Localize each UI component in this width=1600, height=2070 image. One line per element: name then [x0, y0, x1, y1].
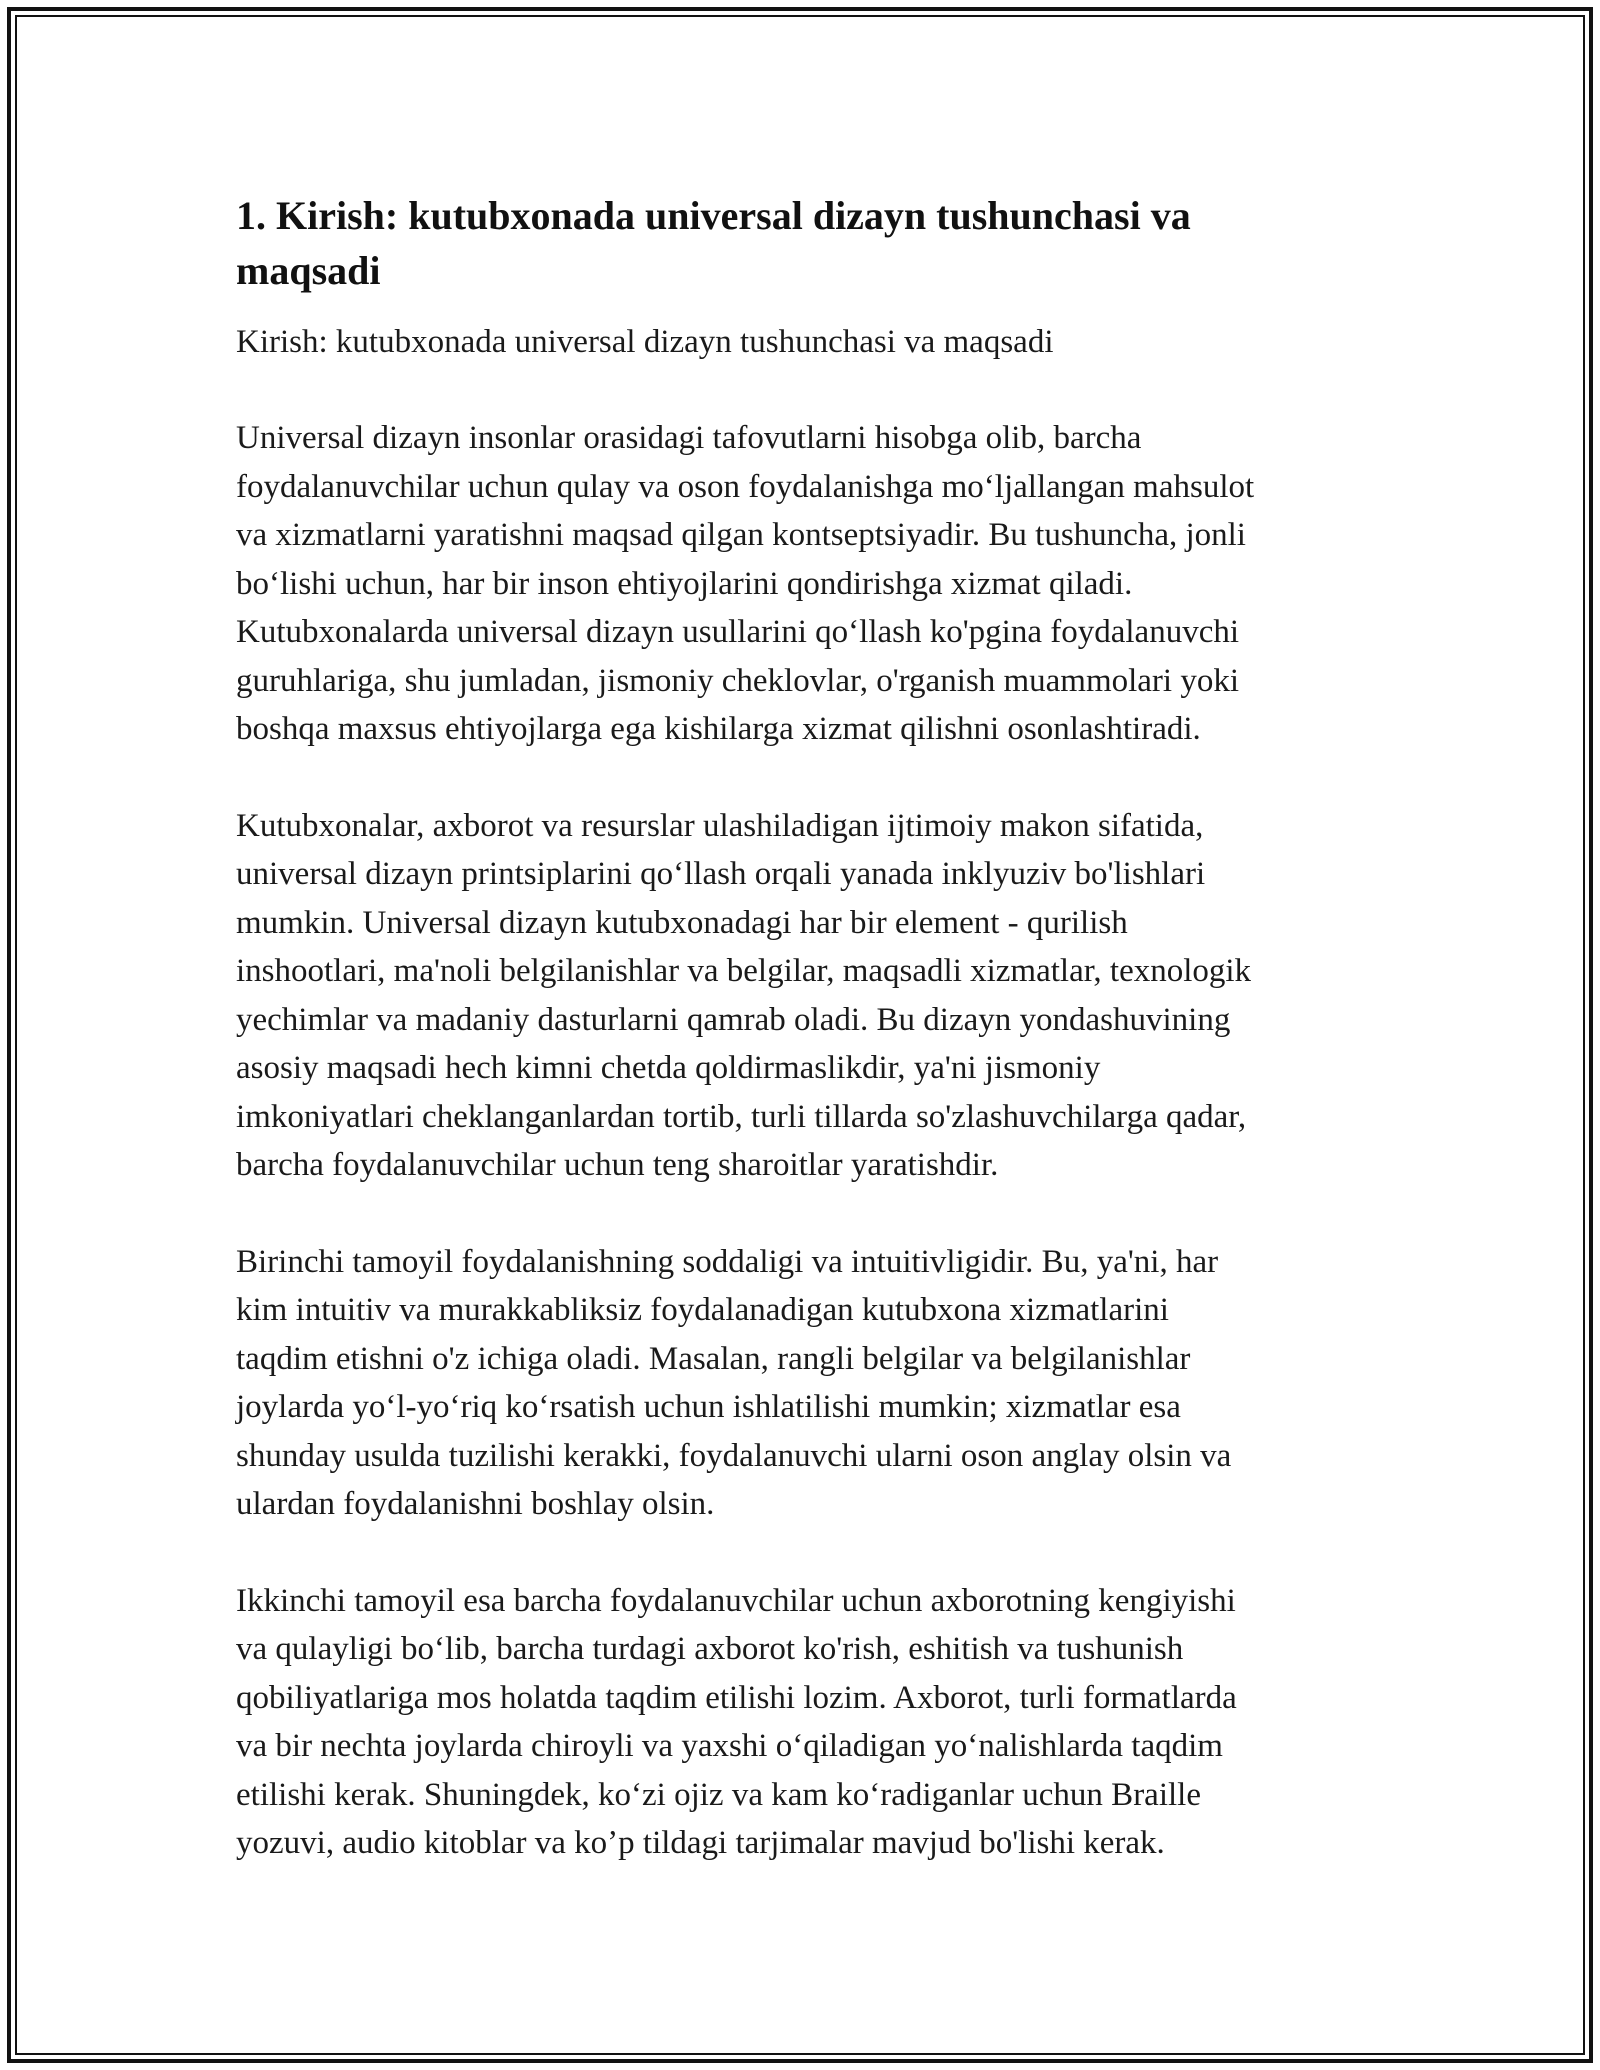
paragraph-line: imkoniyatlari cheklanganlardan tortib, turli tillarda so'zlashuvchilarga qadar, [236, 1098, 1247, 1135]
paragraph-line: taqdim etishni o'z ichiga oladi. Masalan, rangli belgilar va belgilanishlar [236, 1340, 1191, 1377]
section-subheading: Kirish: kutubxonada universal dizayn tushunchasi va maqsadi [236, 324, 1054, 360]
paragraph-line: joylarda yoʻl-yoʻriq koʻrsatish uchun ishlatilishi mumkin; xizmatlar esa [236, 1389, 1181, 1425]
paragraph-line: Ikkinchi tamoyil esa barcha foydalanuvchilar uchun axborotning kengiyishi [236, 1582, 1236, 1619]
paragraph-line: Kutubxonalarda universal dizayn usullarini qoʻllash ko'pgina foydalanuvchi [236, 614, 1240, 650]
paragraph-line: qobiliyatlariga mos holatda taqdim etilishi lozim. Axborot, turli formatlarda [236, 1679, 1237, 1716]
paragraph-line: ulardan foydalanishni boshlay olsin. [236, 1486, 715, 1522]
paragraph-line: asosiy maqsadi hech kimni chetda qoldirmaslikdir, ya'ni jismoniy [236, 1050, 1101, 1086]
section-heading-line-2: maqsadi [236, 248, 381, 293]
paragraph-line: va xizmatlarni yaratishni maqsad qilgan kontseptsiyadir. Bu tushuncha, jonli [236, 517, 1246, 553]
paragraph-line: Birinchi tamoyil foydalanishning soddaligi va intuitivligidir. Bu, ya'ni, har [236, 1243, 1219, 1280]
paragraph-line: boʻlishi uchun, har bir inson ehtiyojlarini qondirishga xizmat qiladi. [236, 565, 1133, 602]
paragraph-line: universal dizayn printsiplarini qoʻllash orqali yanada inklyuziv bo'lishlari [236, 856, 1206, 892]
section-heading [236, 188, 1396, 298]
paragraph-line: barcha foydalanuvchilar uchun teng sharoitlar yaratishdir. [236, 1147, 999, 1183]
paragraph-line: inshootlari, ma'noli belgilanishlar va belgilar, maqsadli xizmatlar, texnologik [236, 953, 1252, 989]
paragraph-line: yechimlar va madaniy dasturlarni qamrab oladi. Bu dizayn yondashuvining [236, 1001, 1231, 1038]
paragraph-3 [236, 1238, 1396, 1529]
paragraph-line: Kutubxonalar, axborot va resurslar ulashiladigan ijtimoiy makon sifatida, [236, 807, 1204, 844]
paragraph-line: foydalanuvchilar uchun qulay va oson foydalanishga moʻljallangan mahsulot [236, 468, 1255, 505]
paragraph-line: mumkin. Universal dizayn kutubxonadagi har bir element - qurilish [236, 904, 1128, 941]
paragraph-line: va bir nechta joylarda chiroyli va yaxshi oʻqiladigan yoʻnalishlarda taqdim [236, 1728, 1223, 1764]
paragraph-line: Universal dizayn insonlar orasidagi tafovutlarni hisobga olib, barcha [236, 420, 1142, 456]
paragraph-line: va qulayligi boʻlib, barcha turdagi axborot ko'rish, eshitish va tushunish [236, 1631, 1184, 1667]
paragraph-line: shunday usulda tuzilishi kerakki, foydalanuvchi ularni oson anglay olsin va [236, 1437, 1232, 1474]
paragraph-line: guruhlariga, shu jumladan, jismoniy cheklovlar, o'rganish muammolari yoki [236, 662, 1240, 699]
paragraph-line: yozuvi, audio kitoblar va koʼp tildagi tarjimalar mavjud bo'lishi kerak. [236, 1825, 1165, 1861]
paragraph-line: etilishi kerak. Shuningdek, koʻzi ojiz va kam koʻradiganlar uchun Braille [236, 1776, 1201, 1813]
paragraph-4 [236, 1577, 1396, 1868]
paragraph-line: boshqa maxsus ehtiyojlarga ega kishilarga xizmat qilishni osonlashtiradi. [236, 711, 1201, 747]
paragraph-1 [236, 414, 1396, 754]
paragraph-line: kim intuitiv va murakkabliksiz foydalanadigan kutubxona xizmatlarini [236, 1292, 1169, 1328]
document-body [236, 188, 1396, 1868]
section-heading-line-1: 1. Kirish: kutubxonada universal dizayn tushunchasi va [236, 193, 1191, 238]
paragraph-2 [236, 802, 1396, 1190]
